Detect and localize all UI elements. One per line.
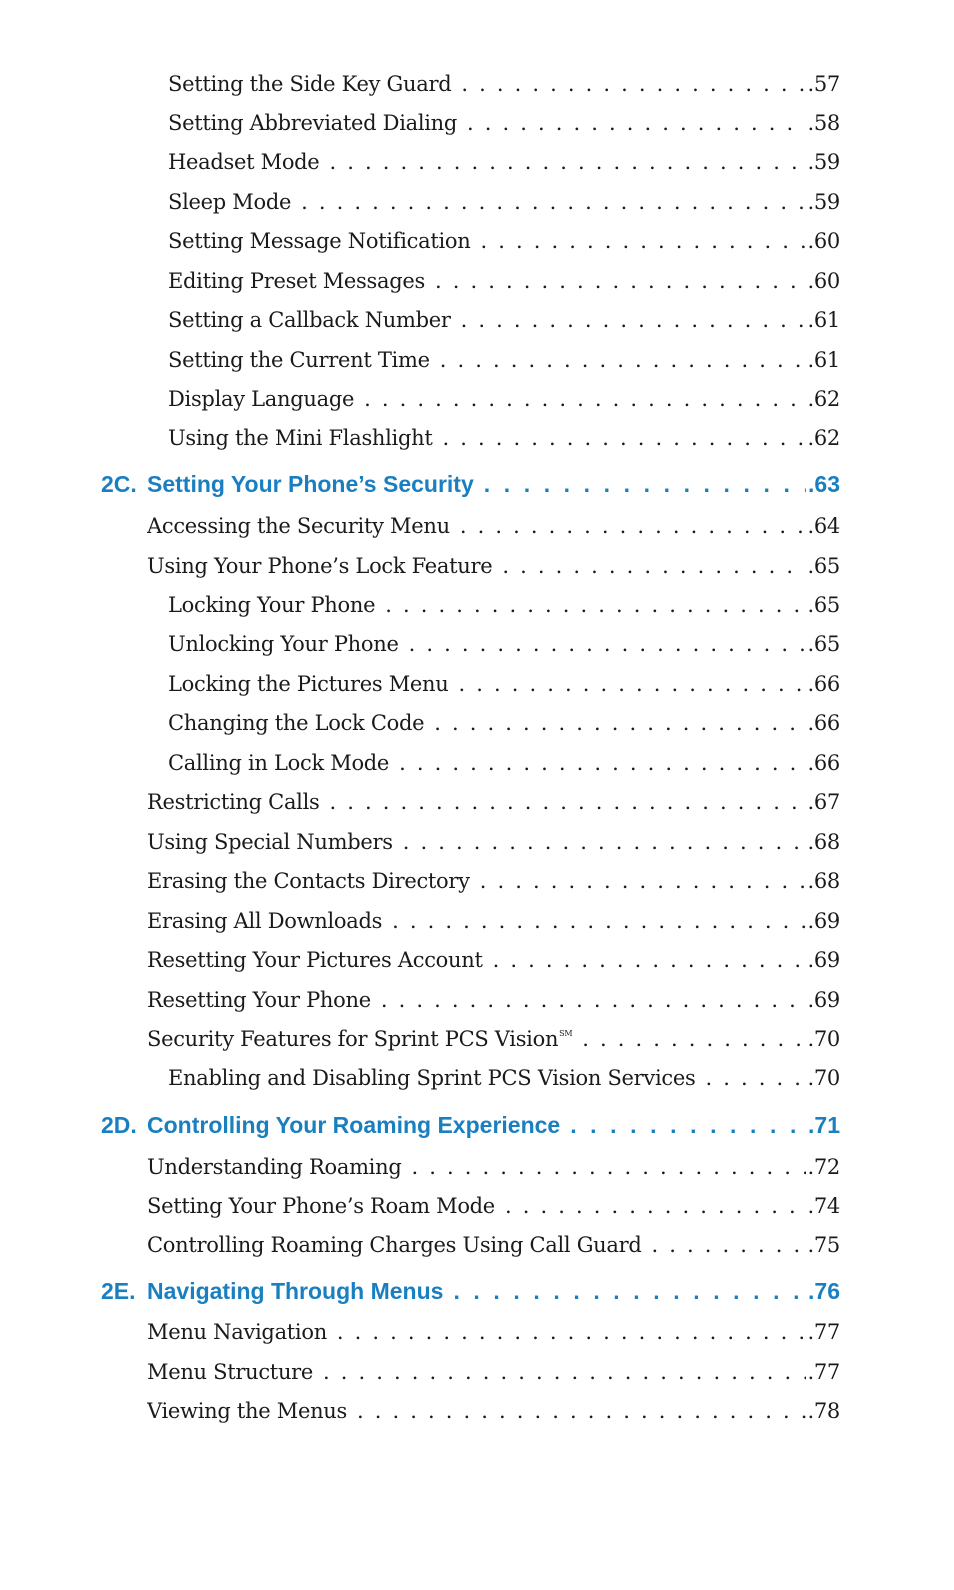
entry-title-text: Setting the Current Time bbox=[168, 348, 430, 372]
page-number: .60 bbox=[807, 269, 840, 293]
entry-title bbox=[147, 909, 382, 933]
dot-leader bbox=[399, 751, 805, 775]
page-number: .66 bbox=[807, 672, 840, 696]
toc-entry bbox=[147, 514, 840, 538]
entry-title-text: Menu Structure bbox=[147, 1360, 314, 1384]
dot-leader bbox=[440, 348, 806, 372]
entry-title bbox=[147, 1112, 560, 1139]
page-number: .66 bbox=[807, 711, 840, 735]
entry-title-text: Using Special Numbers bbox=[147, 830, 393, 854]
dot-leader bbox=[381, 988, 806, 1012]
entry-title-text: Navigating Through Menus bbox=[147, 1278, 444, 1304]
toc-entry bbox=[168, 632, 840, 656]
toc-entry bbox=[147, 1027, 840, 1051]
toc-section-heading bbox=[101, 1112, 840, 1139]
page-number: .71 bbox=[808, 1112, 840, 1138]
entry-title-text: Viewing the Menus bbox=[147, 1399, 347, 1423]
toc-entry bbox=[147, 1194, 840, 1218]
page-number: .66 bbox=[807, 751, 840, 775]
entry-title bbox=[168, 1066, 695, 1090]
dot-leader bbox=[329, 150, 805, 174]
toc-entry bbox=[168, 348, 840, 372]
entry-title bbox=[168, 308, 451, 332]
toc-entry bbox=[168, 229, 840, 253]
toc-entry bbox=[168, 426, 840, 450]
toc-entry bbox=[168, 190, 840, 214]
entry-title-text: Erasing the Contacts Directory bbox=[147, 869, 470, 893]
dot-leader bbox=[453, 1278, 806, 1305]
entry-title-text: Accessing the Security Menu bbox=[147, 514, 450, 538]
entry-title bbox=[168, 751, 389, 775]
entry-title-text: Headset Mode bbox=[168, 150, 320, 174]
dot-leader bbox=[392, 909, 805, 933]
page-number: .69 bbox=[807, 909, 840, 933]
page-number: .68 bbox=[807, 830, 840, 854]
entry-title bbox=[168, 711, 424, 735]
page-number: .74 bbox=[807, 1194, 840, 1218]
entry-title bbox=[147, 514, 450, 538]
entry-title-text: Unlocking Your Phone bbox=[168, 632, 399, 656]
entry-title-text: Menu Navigation bbox=[147, 1320, 327, 1344]
entry-title bbox=[168, 150, 319, 174]
entry-title-text: Calling in Lock Mode bbox=[168, 751, 390, 775]
toc-entry bbox=[168, 111, 840, 135]
dot-leader bbox=[705, 1066, 805, 1090]
section-number: 2D. bbox=[101, 1112, 137, 1138]
dot-leader bbox=[461, 308, 806, 332]
page-number: .77 bbox=[807, 1360, 840, 1384]
toc-entry bbox=[147, 869, 840, 893]
entry-title bbox=[147, 471, 474, 498]
page-number: .61 bbox=[807, 308, 840, 332]
toc-section-heading bbox=[101, 471, 840, 498]
section-number: 2E. bbox=[101, 1278, 136, 1304]
entry-title-text: Understanding Roaming bbox=[147, 1155, 402, 1179]
entry-title bbox=[147, 1320, 327, 1344]
page-number: .58 bbox=[807, 111, 840, 135]
entry-title bbox=[147, 1233, 642, 1257]
entry-title-text: Setting Your Phone’s Security bbox=[147, 471, 474, 497]
dot-leader bbox=[385, 593, 805, 617]
entry-title-text: Restricting Calls bbox=[147, 790, 320, 814]
page-number: .69 bbox=[807, 948, 840, 972]
entry-title-text: Resetting Your Phone bbox=[147, 988, 371, 1012]
toc-entry bbox=[147, 790, 840, 814]
dot-leader bbox=[409, 632, 806, 656]
dot-leader bbox=[337, 1320, 806, 1344]
entry-title bbox=[147, 988, 371, 1012]
entry-title-text: Setting a Callback Number bbox=[168, 308, 451, 332]
dot-leader bbox=[403, 830, 806, 854]
toc-entry bbox=[147, 554, 840, 578]
toc-entry bbox=[168, 387, 840, 411]
toc-entry bbox=[147, 948, 840, 972]
entry-title-text: Display Language bbox=[168, 387, 355, 411]
entry-title bbox=[168, 111, 457, 135]
entry-title-text: Setting the Side Key Guard bbox=[168, 72, 452, 96]
page-number: .78 bbox=[807, 1399, 840, 1423]
entry-title bbox=[147, 1278, 443, 1305]
dot-leader bbox=[582, 1027, 805, 1051]
entry-title bbox=[147, 554, 492, 578]
dot-leader bbox=[502, 554, 805, 578]
entry-title-text: Editing Preset Messages bbox=[168, 269, 425, 293]
entry-title bbox=[147, 830, 393, 854]
dot-leader bbox=[467, 111, 805, 135]
toc-entry bbox=[168, 593, 840, 617]
page-number: .63 bbox=[808, 471, 840, 497]
page-number: .62 bbox=[807, 426, 840, 450]
toc-entry bbox=[168, 751, 840, 775]
entry-title-text: Controlling Roaming Charges Using Call Guard bbox=[147, 1233, 642, 1257]
toc-entry bbox=[168, 1066, 840, 1090]
toc-entry bbox=[147, 1155, 840, 1179]
entry-title bbox=[168, 229, 470, 253]
page-number: .61 bbox=[807, 348, 840, 372]
entry-title-text: Using Your Phone’s Lock Feature bbox=[147, 554, 493, 578]
toc-entry bbox=[147, 988, 840, 1012]
dot-leader bbox=[434, 711, 805, 735]
dot-leader bbox=[458, 672, 805, 696]
toc-section-heading bbox=[101, 1278, 840, 1305]
dot-leader bbox=[364, 387, 805, 411]
page-number: .69 bbox=[807, 988, 840, 1012]
page-number: .76 bbox=[808, 1278, 840, 1304]
entry-title bbox=[168, 190, 291, 214]
dot-leader bbox=[357, 1399, 806, 1423]
entry-title bbox=[168, 269, 425, 293]
entry-title-text: Controlling Your Roaming Experience bbox=[147, 1112, 561, 1138]
entry-title-text: Security Features for Sprint PCS Vision bbox=[147, 1027, 559, 1051]
section-number: 2C. bbox=[101, 471, 137, 497]
toc-entry bbox=[147, 909, 840, 933]
page-number: .77 bbox=[807, 1320, 840, 1344]
toc-entry bbox=[168, 672, 840, 696]
entry-title-text: Erasing All Downloads bbox=[147, 909, 383, 933]
entry-title-text: Setting Abbreviated Dialing bbox=[168, 111, 458, 135]
page-number: .70 bbox=[807, 1027, 840, 1051]
entry-title bbox=[147, 869, 470, 893]
toc-entry bbox=[147, 1233, 840, 1257]
page-number: .65 bbox=[807, 593, 840, 617]
dot-leader bbox=[484, 471, 806, 498]
toc-entry bbox=[147, 830, 840, 854]
page-number: .68 bbox=[807, 869, 840, 893]
dot-leader bbox=[460, 514, 806, 538]
dot-leader bbox=[652, 1233, 806, 1257]
entry-title bbox=[147, 1360, 313, 1384]
entry-title-text: Resetting Your Pictures Account bbox=[147, 948, 483, 972]
entry-title bbox=[168, 426, 433, 450]
entry-title-text: Enabling and Disabling Sprint PCS Vision Services bbox=[168, 1066, 696, 1090]
page-number: .65 bbox=[807, 554, 840, 578]
entry-title-text: Setting Message Notification bbox=[168, 229, 471, 253]
entry-title-text: Setting Your Phone’s Roam Mode bbox=[147, 1194, 495, 1218]
toc-entry bbox=[168, 72, 840, 96]
entry-title bbox=[168, 387, 354, 411]
toc-entry bbox=[147, 1320, 840, 1344]
page-number: .59 bbox=[807, 150, 840, 174]
entry-title-text: Using the Mini Flashlight bbox=[168, 426, 433, 450]
page-number: .59 bbox=[807, 190, 840, 214]
page-number: .75 bbox=[807, 1233, 840, 1257]
toc-entry bbox=[147, 1360, 840, 1384]
dot-leader bbox=[411, 1155, 805, 1179]
dot-leader bbox=[301, 190, 805, 214]
page-number: .62 bbox=[807, 387, 840, 411]
page-number: .57 bbox=[807, 72, 840, 96]
dot-leader bbox=[480, 229, 805, 253]
toc-entry bbox=[168, 269, 840, 293]
page-number: .60 bbox=[807, 229, 840, 253]
service-mark: SM bbox=[559, 1029, 573, 1038]
dot-leader bbox=[505, 1194, 806, 1218]
dot-leader bbox=[435, 269, 806, 293]
entry-title bbox=[168, 348, 430, 372]
toc-entry bbox=[168, 150, 840, 174]
entry-title bbox=[168, 72, 451, 96]
entry-title bbox=[147, 1194, 495, 1218]
entry-title bbox=[147, 1155, 401, 1179]
entry-title-text: Locking the Pictures Menu bbox=[168, 672, 449, 696]
page-number: .65 bbox=[807, 632, 840, 656]
dot-leader bbox=[461, 72, 805, 96]
toc-entry bbox=[147, 1399, 840, 1423]
entry-title-text: Locking Your Phone bbox=[168, 593, 376, 617]
page-number: .67 bbox=[807, 790, 840, 814]
toc-entry bbox=[168, 308, 840, 332]
dot-leader bbox=[570, 1112, 806, 1139]
dot-leader bbox=[443, 426, 806, 450]
entry-title bbox=[168, 672, 448, 696]
entry-title bbox=[147, 948, 483, 972]
entry-title bbox=[168, 632, 399, 656]
dot-leader bbox=[493, 948, 806, 972]
dot-leader bbox=[323, 1360, 805, 1384]
dot-leader bbox=[329, 790, 805, 814]
page-number: .64 bbox=[807, 514, 840, 538]
dot-leader bbox=[480, 869, 806, 893]
entry-title bbox=[147, 1399, 347, 1423]
entry-title-text: Changing the Lock Code bbox=[168, 711, 425, 735]
entry-title-text: Sleep Mode bbox=[168, 190, 292, 214]
toc-entry bbox=[168, 711, 840, 735]
page-number: .72 bbox=[807, 1155, 840, 1179]
page-number: .70 bbox=[807, 1066, 840, 1090]
entry-title bbox=[168, 593, 375, 617]
entry-title bbox=[147, 1027, 572, 1051]
entry-title bbox=[147, 790, 319, 814]
